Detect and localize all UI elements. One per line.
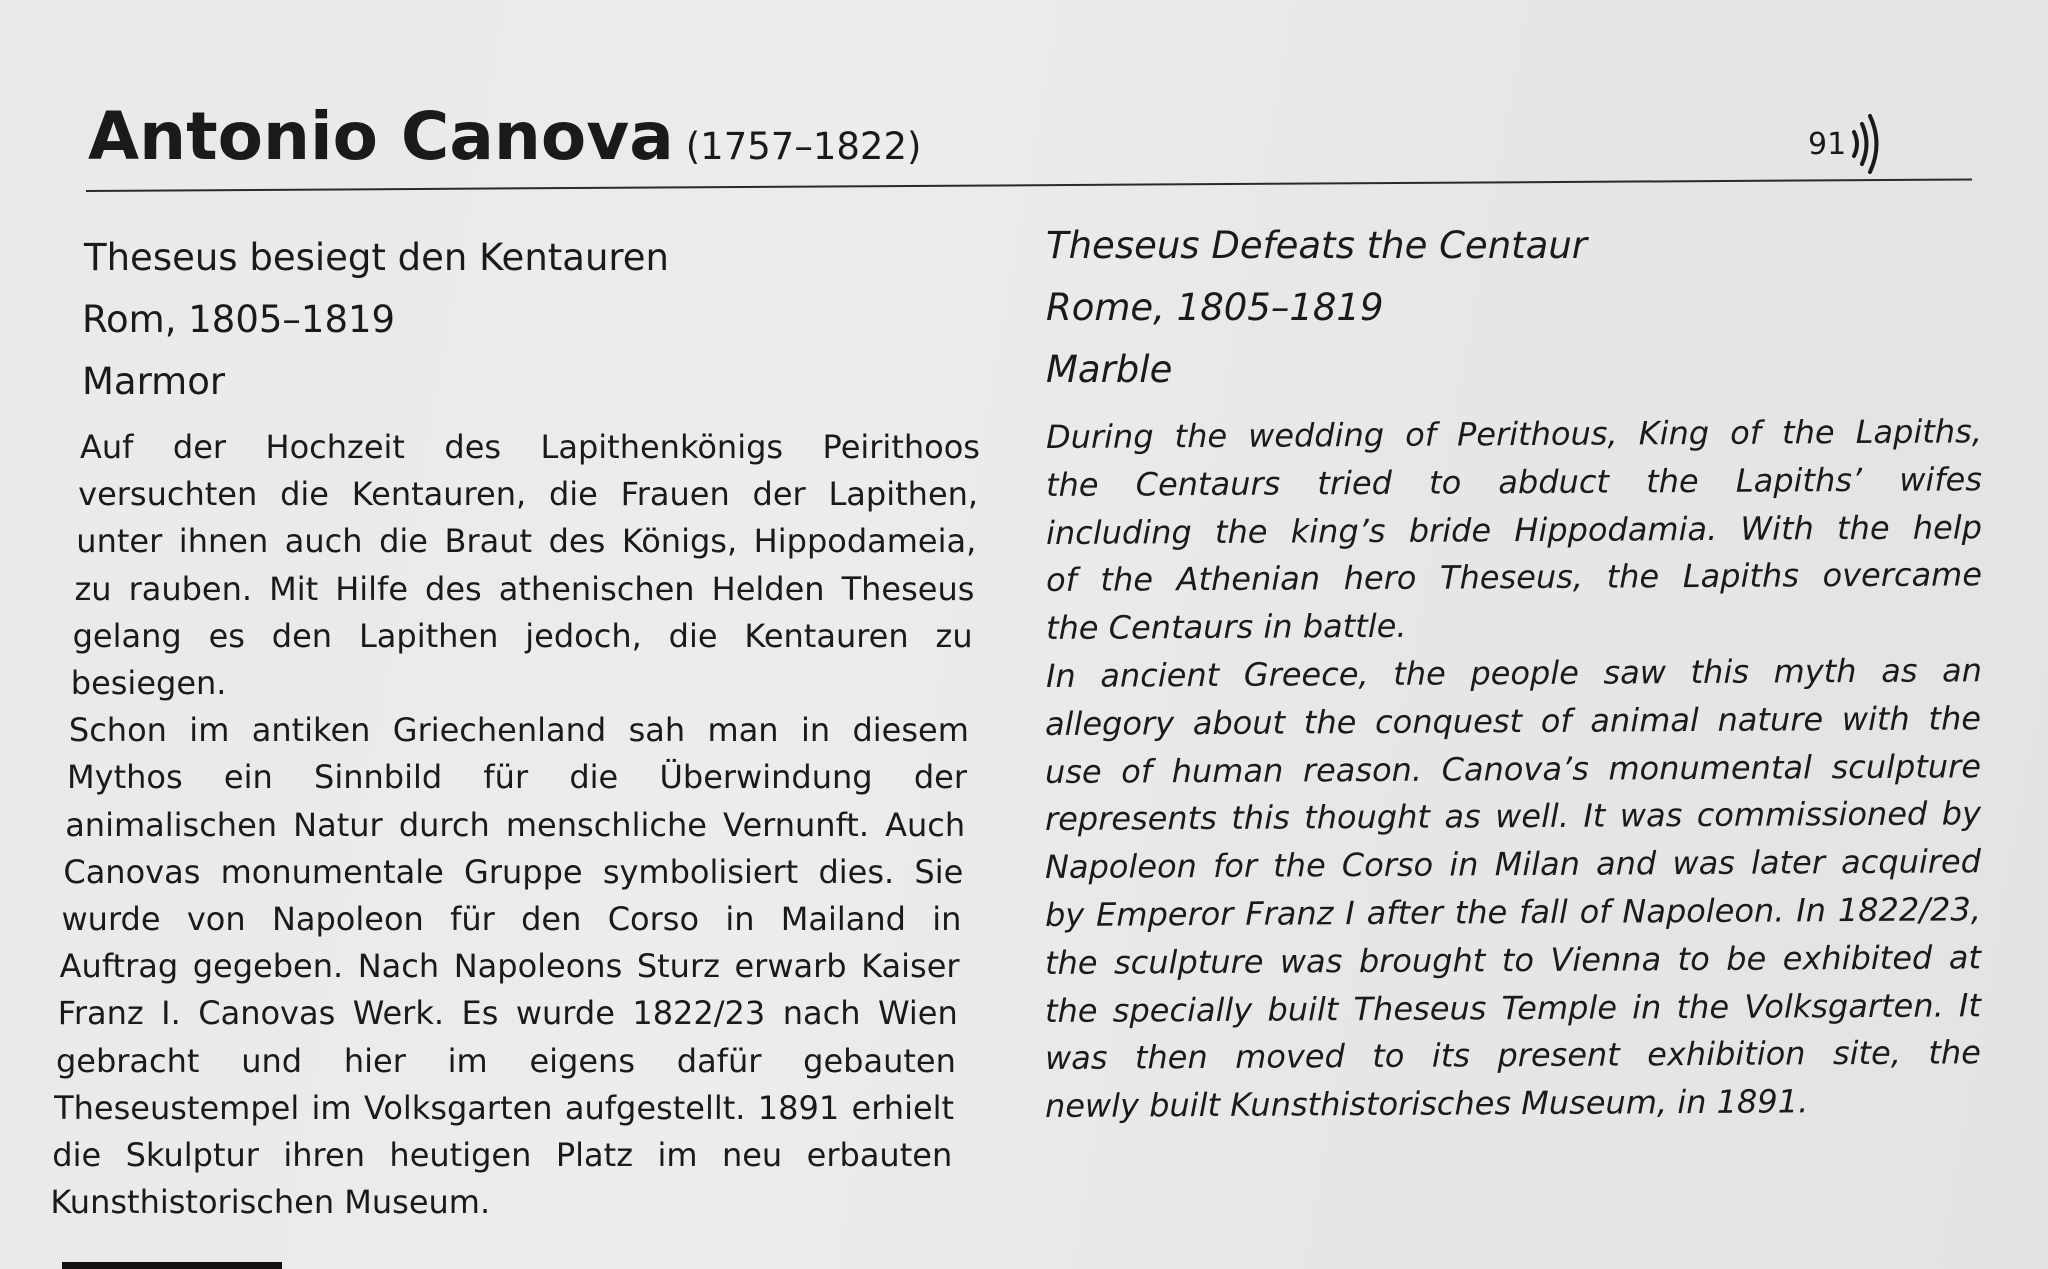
english-body-line: by Emperor Franz I after the fall of Napoleon. In 1822/23, [1044,890,1982,934]
german-body-line: Canovas monumentale Gruppe symbolisiert dies. Sie [63,852,964,891]
german-body-line: Auftrag gegeben. Nach Napoleons Sturz erwarb Kaiser [59,947,960,986]
artist-heading [88,98,921,175]
english-body-line: the Centaurs in battle. [1045,606,1407,648]
german-body-line: Franz I. Canovas Werk. Es wurde 1822/23 nach Wien [57,994,958,1033]
english-body-line: of the Athenian hero Theseus, the Lapiths overcame [1045,555,1982,600]
english-body-line: including the king’s bride Hippodamia. With the help [1045,507,1982,552]
english-title: Theseus Defeats the Centaur [1046,224,1587,267]
english-body-line: represents this thought as well. It was commissioned by [1045,794,1982,839]
german-body-line: Auf der Hochzeit des Lapithenkönigs Peirithoos [80,428,980,466]
german-body-line: zu rauben. Mit Hilfe des athenischen Helden Theseus [74,569,975,608]
audio-guide-icon [1848,108,1888,180]
german-body-line: gelang es den Lapithen jedoch, die Kentauren zu [72,616,973,655]
english-body-line: allegory about the conquest of animal nature with the [1045,699,1982,743]
german-body-line: versuchten die Kentauren, die Frauen der Lapithen, [78,475,979,514]
english-place-date: Rome, 1805–1819 [1046,286,1384,329]
english-body-line: During the wedding of Perithous, King of the Lapiths, [1045,412,1983,456]
german-body-line: animalischen Natur durch menschliche Vernunft. Auch [65,805,966,844]
english-body-line: In ancient Greece, the people saw this myth as an [1045,651,1982,695]
german-body-line: gebracht und hier im eigens dafür gebauten [55,1041,956,1080]
german-body-line: Schon im antiken Griechenland sah man in diesem [68,711,969,750]
english-material: Marble [1046,348,1173,391]
german-body-line: wurde von Napoleon für den Corso in Mailand in [61,900,962,938]
english-body-line: the specially built Theseus Temple in the Volksgarten. It [1044,985,1981,1030]
german-body-line: Kunsthistorischen Museum. [50,1183,491,1222]
german-body-line: besiegen. [70,664,227,702]
english-body-line: the Centaurs tried to abduct the Lapiths’ wifes [1045,460,1982,504]
bottom-edge-bar [62,1262,282,1269]
english-body-line: newly built Kunsthistorisches Museum, in 1891. [1044,1082,1808,1126]
english-body-line: the sculpture was brought to Vienna to be exhibited at [1044,938,1981,982]
artist-dates: (1757–1822) [685,125,922,168]
artist-name: Antonio Canova [88,98,674,175]
german-material: Marmor [82,360,226,403]
german-body-line: die Skulptur ihren heutigen Platz im neu erbauten [52,1136,953,1174]
german-body-line: Theseustempel im Volksgarten aufgestellt. 1891 erhielt [54,1088,955,1127]
header-divider [86,178,1972,192]
english-body-line: was then moved to its present exhibition site, the [1044,1033,1981,1078]
english-body-line: Napoleon for the Corso in Milan and was later acquired [1044,842,1982,887]
audio-guide-marker [1808,108,1888,180]
german-body-line: unter ihnen auch die Braut des Königs, Hippodameia, [76,522,977,561]
german-body-line: Mythos ein Sinnbild für die Überwindung der [67,758,967,797]
audio-guide-number: 91 [1808,126,1847,162]
german-place-date: Rom, 1805–1819 [82,298,396,341]
german-title: Theseus besiegt den Kentauren [84,236,670,279]
english-body-line: use of human reason. Canova’s monumental sculpture [1045,746,1982,791]
